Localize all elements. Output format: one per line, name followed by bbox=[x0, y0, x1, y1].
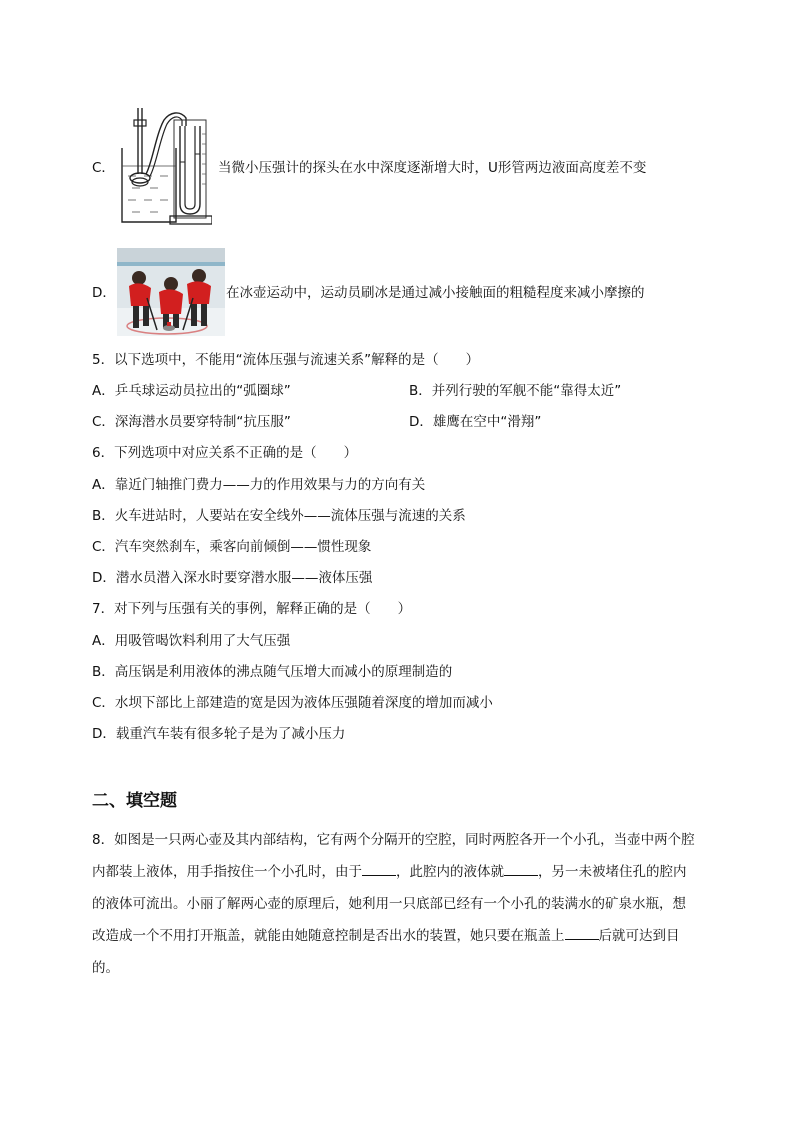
option-c-letter: C． bbox=[92, 160, 115, 176]
q8-text-3: ，另一未被堵住孔的腔内的液体可流出。小丽了解两心壶的原理后，她利用一只底部已经有一个小孔的装满水的矿泉水瓶，想改造成一个不用打开瓶盖，就能由她随意控制是否出水的装置，她只要在瓶盖上 bbox=[92, 864, 687, 944]
q6-option-d: D．潜水员潜入深水时要穿潜水服——液体压强 bbox=[92, 570, 373, 586]
q8-text-4: 后就可达到目的。 bbox=[92, 928, 680, 976]
q8-blank-2[interactable] bbox=[504, 861, 538, 876]
q8-blank-1[interactable] bbox=[362, 861, 396, 876]
q6-option-b: B．火车进站时，人要站在安全线外——流体压强与流速的关系 bbox=[92, 508, 466, 524]
q8-blank-3[interactable] bbox=[565, 925, 599, 940]
q8-paragraph bbox=[92, 824, 698, 984]
q8-text-1: 8．如图是一只两心壶及其内部结构，它有两个分隔开的空腔，同时两腔各开一个小孔，当壶中两个腔内都装上液体，用手指按住一个小孔时，由于 bbox=[92, 832, 695, 880]
q5-option-b: B．并列行驶的军舰不能“靠得太近” bbox=[409, 383, 622, 399]
pressure-gauge-figure bbox=[116, 104, 212, 228]
q7-stem: 7．对下列与压强有关的事例，解释正确的是（ ） bbox=[92, 601, 412, 617]
q7-option-b: B．高压锅是利用液体的沸点随气压增大而减小的原理制造的 bbox=[92, 664, 453, 680]
option-d-text: 在冰壶运动中，运动员刷冰是通过减小接触面的粗糙程度来减小摩擦的 bbox=[226, 285, 645, 301]
q6-option-a: A．靠近门轴推门费力——力的作用效果与力的方向有关 bbox=[92, 477, 426, 493]
q7-option-d: D．载重汽车装有很多轮子是为了减小压力 bbox=[92, 726, 346, 742]
section-title-fill-in: 二、填空题 bbox=[92, 791, 177, 811]
q5-option-c: C．深海潜水员要穿特制“抗压服” bbox=[92, 414, 291, 430]
curling-photo bbox=[117, 248, 225, 336]
q5-option-a: A．乒乓球运动员拉出的“弧圈球” bbox=[92, 383, 291, 399]
option-c-text: 当微小压强计的探头在水中深度逐渐增大时，U形管两边液面高度差不变 bbox=[218, 160, 647, 176]
q7-option-a: A．用吸管喝饮料利用了大气压强 bbox=[92, 633, 291, 649]
q7-option-c: C．水坝下部比上部建造的宽是因为液体压强随着深度的增加而减小 bbox=[92, 695, 493, 711]
q8-text-2: ，此腔内的液体就 bbox=[396, 864, 504, 880]
q6-stem: 6．下列选项中对应关系不正确的是（ ） bbox=[92, 445, 358, 461]
option-d-letter: D． bbox=[92, 285, 116, 301]
q5-stem: 5．以下选项中，不能用“流体压强与流速关系”解释的是（ ） bbox=[92, 352, 480, 368]
q5-option-d: D．雄鹰在空中“滑翔” bbox=[409, 414, 542, 430]
q6-option-c: C．汽车突然刹车，乘客向前倾倒——惯性现象 bbox=[92, 539, 372, 555]
